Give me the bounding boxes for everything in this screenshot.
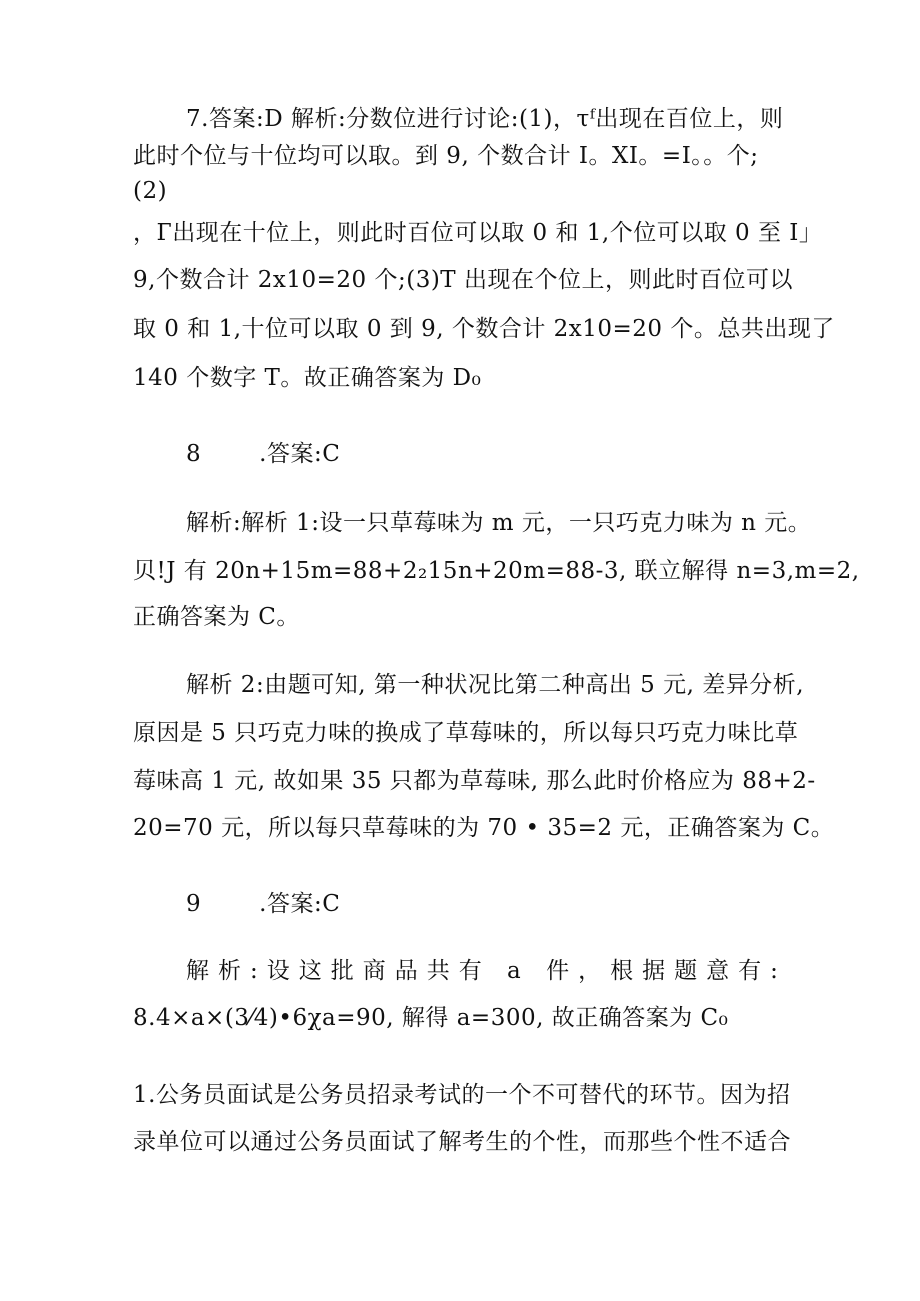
- q8-exp1-line-1: 解析:解析 1:设一只草莓味为 m 元，一只巧克力味为 n 元。: [186, 510, 812, 536]
- q7-line-5: 9,个数合计 2x10=20 个;(3)T 出现在个位上，则此时百位可以: [133, 267, 793, 293]
- q7-line-4: ，Г出现在十位上，则此时百位可以取 0 和 1,个位可以取 0 至 I」: [133, 220, 823, 246]
- q8-number: 8: [186, 441, 202, 467]
- q8-exp1-line-2: 贝!J 有 20n+15m=88+2₂15n+20m=88-3, 联立解得 n=3,m=2,: [133, 558, 860, 584]
- q9-exp-line-2: 8.4×a×(3⁄4)•6χa=90, 解得 a=300, 故正确答案为 C₀: [133, 1005, 729, 1031]
- q8-answer: .答案:C: [259, 441, 341, 467]
- q7-line-6: 取 0 和 1,十位可以取 0 到 9, 个数合计 2x10=20 个。总共出现了: [133, 316, 835, 342]
- q8-exp1-line-3: 正确答案为 C。: [133, 604, 300, 630]
- q8-exp2-line-3: 莓味高 1 元, 故如果 35 只都为草莓味, 那么此时价格应为 88+2-: [133, 768, 816, 794]
- section1-line-2: 录单位可以通过公务员面试了解考生的个性，而那些个性不适合: [133, 1129, 791, 1155]
- q8-exp2-line-2: 原因是 5 只巧克力味的换成了草莓味的，所以每只巧克力味比草: [133, 720, 799, 746]
- q9-exp-line-1: 解析:设这批商品共有 a 件，根据题意有:: [186, 958, 787, 984]
- q7-line-2: 此时个位与十位均可以取。到 9, 个数合计 I。XI。=I。。个;: [133, 143, 759, 169]
- q8-exp2-line-1: 解析 2:由题可知, 第一种状况比第二种高出 5 元, 差异分析,: [186, 672, 805, 698]
- q8-header: [186, 439, 340, 469]
- q9-number: 9: [186, 891, 202, 917]
- q7-line-1: 7.答案:D 解析:分数位进行讨论:(1)，τᶠ出现在百位上，则: [186, 106, 784, 132]
- q9-header: [186, 889, 340, 919]
- q8-exp2-line-4: 20=70 元，所以每只草莓味的为 70 • 35=2 元，正确答案为 C。: [133, 815, 835, 841]
- q9-answer: .答案:C: [259, 891, 341, 917]
- section1-line-1: 1.公务员面试是公务员招录考试的一个不可替代的环节。因为招: [133, 1082, 791, 1108]
- q7-line-7: 140 个数字 T。故正确答案为 D₀: [133, 365, 482, 391]
- q7-line-3: (2): [133, 178, 168, 204]
